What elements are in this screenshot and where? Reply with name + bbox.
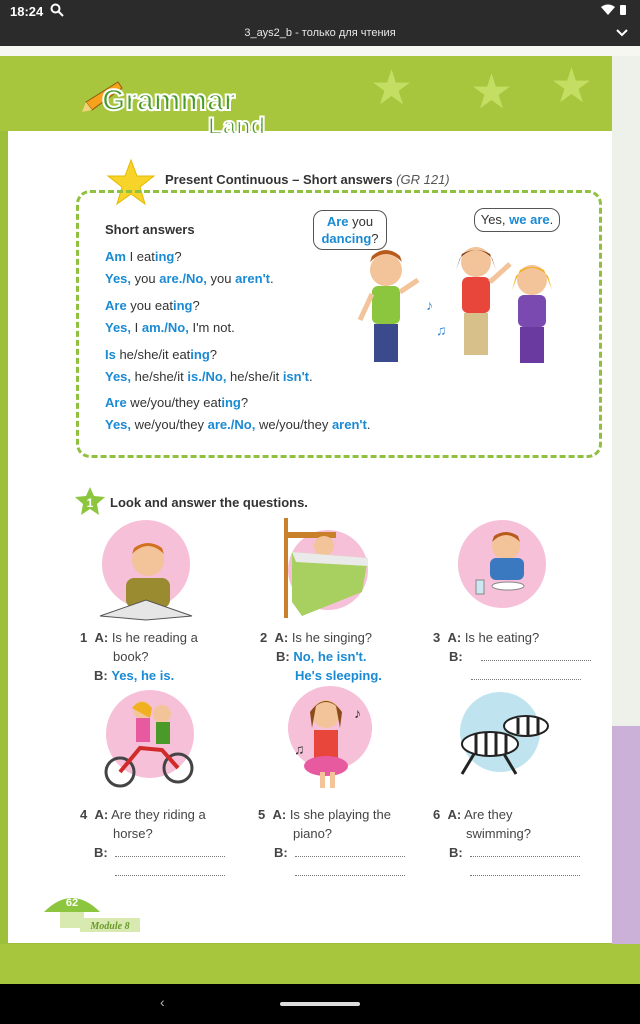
logo-text-grammar: Grammar	[102, 84, 236, 117]
question-1: 1 A: Is he reading a book? B: Yes, he is.	[80, 630, 198, 683]
footer-band	[0, 944, 640, 984]
zebras-running-picture	[440, 690, 560, 791]
chevron-down-icon[interactable]	[616, 22, 628, 44]
boy-sleeping-picture	[272, 512, 372, 627]
question-line: Are you eating?	[105, 298, 200, 313]
short-answers-heading: Short answers	[105, 222, 195, 237]
page-number: 62	[65, 897, 79, 909]
answer-blank[interactable]	[470, 864, 580, 876]
question-5: 5 A: Is she playing the piano? B:	[258, 805, 405, 881]
answer-line: Yes, I am./No, I'm not.	[105, 320, 235, 335]
section-title	[165, 172, 450, 187]
logo-text-land: Land	[208, 113, 266, 140]
question-line: Are we/you/they eating?	[105, 395, 249, 410]
answer-blank[interactable]	[470, 845, 580, 857]
star-decoration-icon: ★	[370, 62, 414, 115]
question-2: 2 A: Is he singing? B: No, he isn't. He's sleeping.	[260, 630, 382, 683]
document-title: 3_ays2_b - только для чтения	[244, 27, 396, 39]
svg-text:♫: ♫	[294, 741, 305, 757]
answer-line: Yes, he/she/it is./No, he/she/it isn't.	[105, 369, 313, 384]
exercise-heading: Look and answer the questions.	[110, 495, 308, 510]
speech-bubble-girls: Yes, we are.	[474, 208, 560, 232]
answer-text: No, he isn't.	[293, 649, 367, 664]
grammar-land-logo	[78, 72, 308, 140]
next-page-purple-panel	[612, 726, 640, 956]
question-3: 3 A: Is he eating? B:	[433, 628, 591, 685]
section-title-text: Present Continuous – Short answers	[165, 172, 393, 187]
speech-bubble-boy: Are you dancing?	[313, 210, 387, 250]
answer-blank[interactable]	[295, 845, 405, 857]
next-page-edge	[612, 56, 640, 944]
boy-eating-picture	[452, 518, 552, 623]
answer-blank[interactable]	[295, 864, 405, 876]
dancing-children-illustration	[356, 240, 572, 373]
search-icon[interactable]	[50, 3, 64, 20]
navigation-bar	[0, 984, 640, 1024]
status-bar	[0, 0, 640, 22]
answer-text-2: He's sleeping.	[295, 668, 382, 683]
girl-playing-picture	[280, 684, 380, 797]
home-handle[interactable]	[280, 1002, 360, 1006]
kids-riding-bike-picture	[100, 688, 200, 799]
star-decoration-icon: ★	[550, 60, 594, 113]
question-line: Is he/she/it eating?	[105, 347, 218, 362]
svg-text:1: 1	[86, 496, 94, 510]
svg-text:♪: ♪	[354, 705, 361, 721]
answer-line: Yes, we/you/they are./No, we/you/they aren't.	[105, 417, 371, 432]
module-label: Module 8	[90, 921, 130, 932]
system-icons	[600, 4, 628, 19]
answer-blank[interactable]	[481, 649, 591, 661]
grammar-reference: (GR 121)	[396, 172, 450, 187]
clock: 18:24	[10, 4, 44, 19]
question-6: 6 A: Are they swimming? B:	[433, 805, 580, 881]
answer-text: Yes, he is.	[111, 668, 175, 683]
answer-blank[interactable]	[115, 864, 225, 876]
question-4: 4 A: Are they riding a horse? B:	[80, 805, 225, 881]
document-title-bar[interactable]	[0, 22, 640, 46]
back-icon[interactable]: ‹	[160, 994, 165, 1010]
answer-blank[interactable]	[115, 845, 225, 857]
star-decoration-icon: ★	[470, 66, 514, 119]
exercise-number-badge	[74, 486, 106, 521]
answer-line: Yes, you are./No, you aren't.	[105, 271, 274, 286]
boy-reading-picture	[96, 520, 196, 627]
svg-text:♪: ♪	[426, 297, 433, 313]
page-number-badge	[40, 888, 140, 936]
answer-blank[interactable]	[471, 668, 581, 680]
question-line: Am I eating?	[105, 249, 182, 264]
svg-text:♫: ♫	[436, 322, 447, 338]
page-edge	[0, 46, 640, 56]
